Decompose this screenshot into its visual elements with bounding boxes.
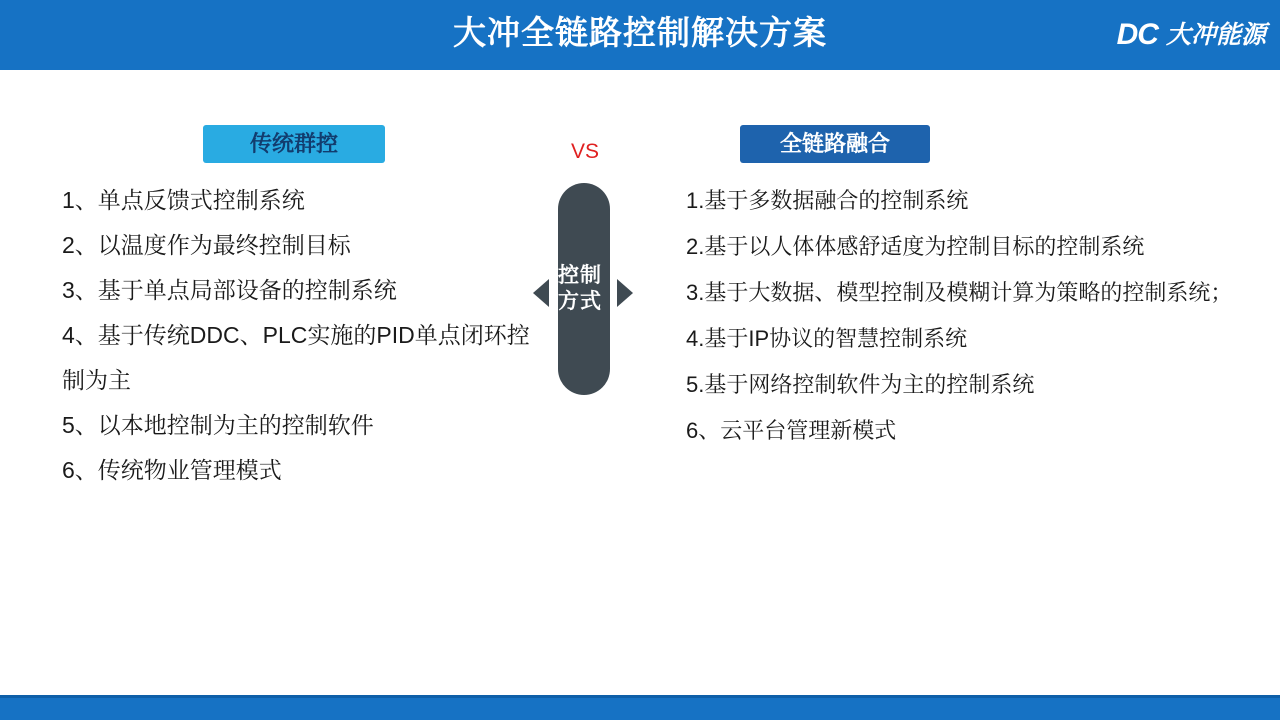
list-item: 3、基于单点局部设备的控制系统 bbox=[62, 277, 397, 303]
list-item: 4、基于传统DDC、PLC实施的PID单点闭环控制为主 bbox=[62, 322, 530, 393]
logo-company-name: 大冲能源 bbox=[1165, 20, 1266, 49]
right-column-list bbox=[686, 178, 1280, 454]
list-item: 2.基于以人体体感舒适度为控制目标的控制系统 bbox=[686, 234, 1145, 259]
list-item: 1.基于多数据融合的控制系统 bbox=[686, 188, 969, 213]
list-item: 2、以温度作为最终控制目标 bbox=[62, 232, 351, 258]
list-item: 1、单点反馈式控制系统 bbox=[62, 187, 305, 213]
list-item: 4.基于IP协议的智慧控制系统 bbox=[686, 326, 968, 351]
list-item: 6、云平台管理新模式 bbox=[686, 418, 897, 443]
logo-abbreviation: DC bbox=[1116, 18, 1158, 51]
list-item: 3.基于大数据、模型控制及模糊计算为策略的控制系统； bbox=[686, 280, 1233, 305]
list-item: 6、传统物业管理模式 bbox=[62, 457, 282, 483]
list-item: 5、以本地控制为主的控制软件 bbox=[62, 412, 374, 438]
left-column-list bbox=[62, 178, 532, 493]
arrow-left-icon bbox=[533, 279, 549, 307]
arrow-right-icon bbox=[617, 279, 633, 307]
right-column-badge: 全链路融合 bbox=[740, 125, 930, 163]
slide-header bbox=[0, 0, 1280, 70]
center-capsule-label: 控制方式 bbox=[558, 183, 610, 395]
company-logo bbox=[1117, 14, 1266, 56]
vs-label: VS bbox=[570, 140, 599, 163]
list-item: 5.基于网络控制软件为主的控制系统 bbox=[686, 372, 1035, 397]
left-column-badge: 传统群控 bbox=[203, 125, 385, 163]
slide-footer bbox=[0, 698, 1280, 720]
page-title: 大冲全链路控制解决方案 bbox=[453, 14, 827, 51]
